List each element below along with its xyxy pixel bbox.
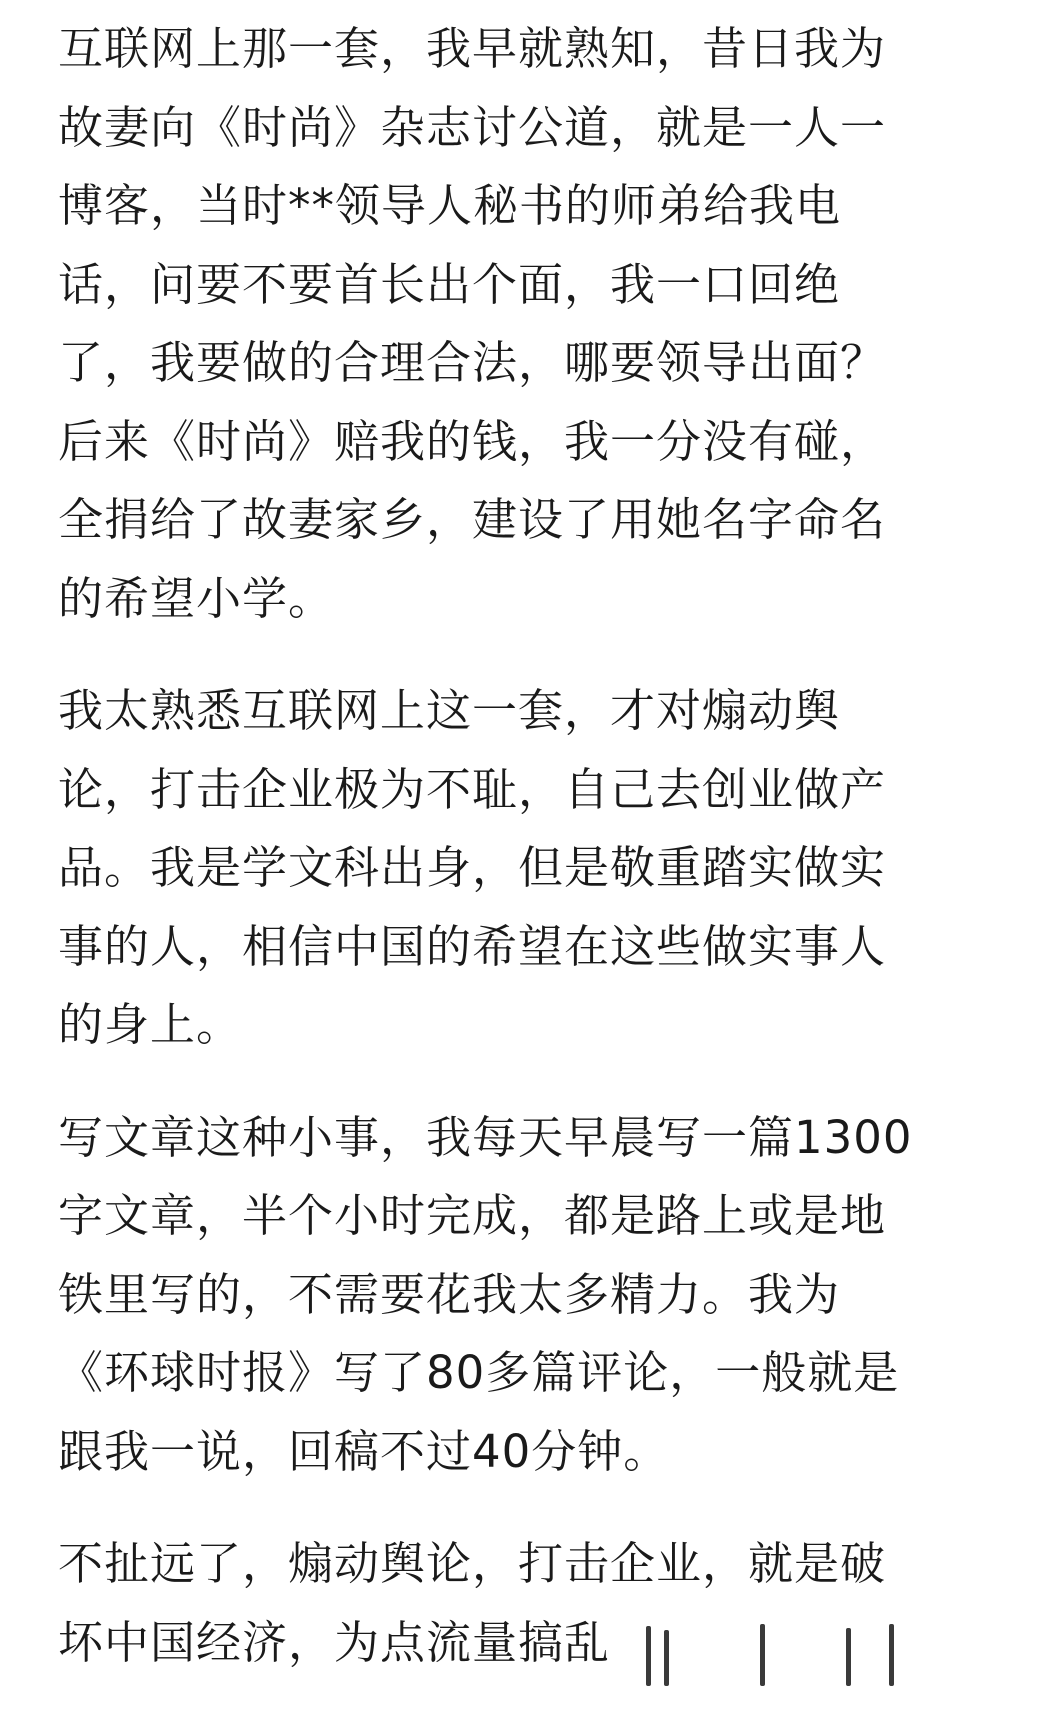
text-line: 话，问要不要首长出个面，我一口回绝: [58, 257, 841, 311]
text-fragment-stroke: [889, 1624, 894, 1686]
text-line: 的身上。: [58, 998, 243, 1051]
text-line: 事的人，相信中国的希望在这些做实事人: [58, 919, 887, 973]
text-line: 了，我要做的合理合法，哪要领导出面？: [58, 336, 887, 389]
paragraph-1: [58, 10, 958, 638]
text-line: 不扯远了，煽动舆论，打击企业，就是破: [58, 1537, 887, 1590]
text-line: 铁里写的，不需要花我太多精力。我为: [58, 1267, 841, 1321]
text-line: 坏中国经济，为点流量搞乱: [58, 1615, 611, 1669]
text-fragment-stroke: [846, 1628, 851, 1686]
cropped-text-fragment: [646, 1596, 946, 1686]
text-fragment-stroke: [760, 1624, 765, 1686]
paragraph-3: [58, 1099, 958, 1492]
text-line: 跟我一说，回稿不过40分钟。: [58, 1424, 670, 1478]
text-line: 品。我是学文科出身，但是敬重踏实做实: [58, 841, 887, 894]
text-line: 《环球时报》写了80多篇评论，一般就是: [58, 1346, 900, 1399]
text-line: 博客，当时**领导人秘书的师弟给我电: [58, 179, 842, 232]
paragraph-2: [58, 672, 958, 1065]
text-line: 全捐给了故妻家乡，建设了用她名字命名: [58, 493, 887, 546]
text-line: 后来《时尚》赔我的钱，我一分没有碰，: [58, 414, 887, 468]
text-fragment-stroke: [646, 1626, 651, 1686]
text-line: 字文章，半个小时完成，都是路上或是地: [58, 1189, 887, 1242]
article-body: [58, 10, 958, 1716]
text-line: 故妻向《时尚》杂志讨公道，就是一人一: [58, 100, 887, 154]
text-line: 写文章这种小事，我每天早晨写一篇1300: [58, 1110, 913, 1164]
text-fragment-stroke: [664, 1630, 669, 1686]
text-line: 互联网上那一套，我早就熟知，昔日我为: [58, 22, 887, 75]
text-line: 我太熟悉互联网上这一套，才对煽动舆: [58, 684, 841, 737]
text-line: 的希望小学。: [58, 571, 335, 625]
text-line: 论，打击企业极为不耻，自己去创业做产: [58, 762, 887, 816]
